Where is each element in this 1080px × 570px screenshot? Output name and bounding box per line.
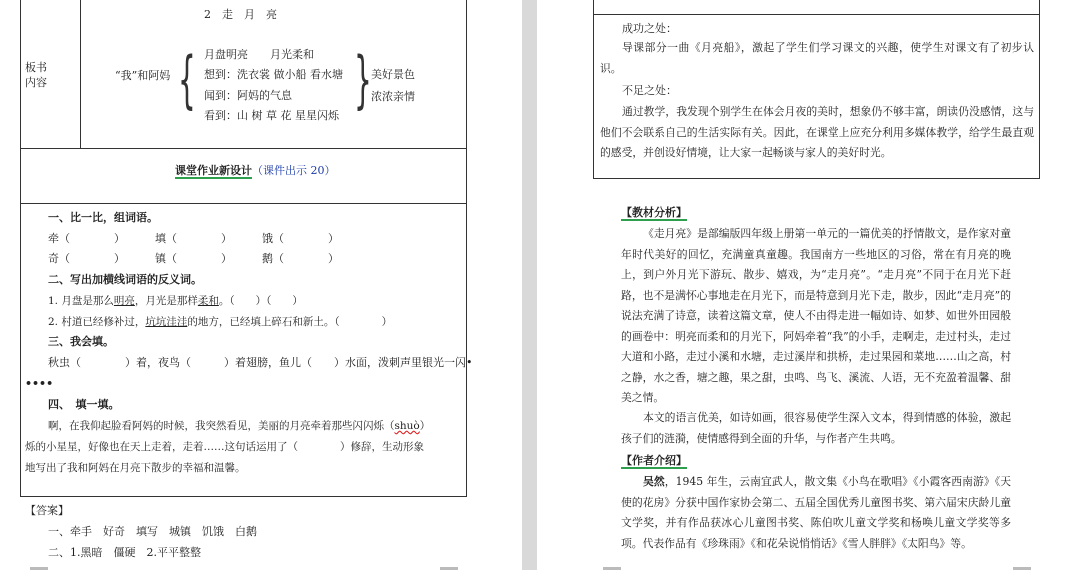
- q3-text: 秋虫（ ）着，夜鸟（ ）着翅膀，鱼儿（ ）水面，泼刺声里银光一闪•: [48, 356, 473, 369]
- q4-line-1: [48, 419, 430, 433]
- question-4-title: 四、 填一填。: [48, 398, 120, 411]
- answer-line: 一、牵手 好奇 填写 城镇 饥饿 白鹅: [48, 525, 257, 538]
- table-bottom-border: [593, 178, 1040, 179]
- question-1-title: 一、比一比，组词语。: [48, 211, 158, 224]
- lesson-title: 2 走 月 亮: [204, 8, 277, 21]
- author-paragraph: [621, 472, 1011, 554]
- table-border-left: [20, 0, 21, 496]
- right-brace-icon: }: [354, 43, 372, 116]
- q1-cell: 牵（ ）: [48, 232, 125, 245]
- table-border-left: [593, 0, 594, 178]
- board-right-text: 美好景色: [371, 68, 415, 81]
- q2-text: 。（ ）（ ）: [218, 295, 303, 307]
- success-text: 导课部分一曲《月亮船》，激起了学生们学习课文的兴趣，使学生对课文有了初步认识。: [600, 41, 1034, 75]
- board-left-text: “我”和阿妈: [115, 69, 171, 82]
- table-row-divider: [20, 496, 467, 497]
- homework-note: （课件出示 20）: [252, 164, 336, 177]
- q2-item-2: [48, 315, 392, 329]
- q4-line-3: 地写出了我和阿妈在月亮下散步的幸福和温馨。: [25, 462, 246, 474]
- homework-title: [175, 164, 336, 178]
- fail-title: 不足之处：: [622, 84, 677, 97]
- author-name: 吴然: [643, 475, 665, 488]
- board-label: 内容: [25, 76, 47, 89]
- board-line: 月盘明亮 月光柔和: [204, 48, 314, 61]
- fail-text: 通过教学，我发现个别学生在体会月夜的美时，想象仍不够丰富，朗读仍没感情，这与他们不会联系自己的生活实际有关。因此，在课堂上应充分利用多媒体教学，给学生最直观的感受，并创设好情境，让大家一起畅谈与家人的美好时光。: [600, 105, 1034, 159]
- q3-dots: ••••: [25, 377, 54, 390]
- left-document-page: [0, 0, 522, 570]
- board-right-text: 浓浓亲情: [371, 90, 415, 103]
- q4-line-2: 烁的小星星，好像也在天上走着，走着……这句话运用了（ ）修辞，生动形象: [25, 441, 424, 453]
- left-brace-icon: {: [178, 43, 196, 116]
- author-heading-text: 【作者介绍】: [621, 454, 687, 467]
- question-2-title: 二、写出加横线词语的反义词。: [48, 273, 202, 286]
- homework-title-text: 课堂作业新设计: [175, 164, 252, 177]
- answer-title: 【答案】: [25, 504, 69, 517]
- analysis-heading: [621, 206, 687, 220]
- q4-pinyin: shuò: [394, 420, 420, 432]
- author-text: ，1945 年生，云南宜武人，散文集《小鸟在歌唱》《小霞客西南游》《天使的花房》分获中国作家协会第二、五届全国优秀儿童图书奖、第六届宋庆龄儿童文学奖，并有作品获冰心儿童图书奖、陈伯吹儿童文学奖和杨唤儿童文学奖等多项。代表作品有《珍珠雨》《和花朵说悄悄话》《雪人胖胖》《太阳鸟》等。: [621, 475, 1012, 550]
- q2-text: ，月光是那样: [134, 295, 198, 307]
- author-heading: [621, 454, 687, 468]
- board-line: 看到：山 树 草 花 星星闪烁: [204, 109, 339, 122]
- table-border-right: [1039, 0, 1040, 178]
- board-line: 想到：洗衣裳 做小船 看水塘: [204, 68, 343, 81]
- q2-underlined-word: 坑坑洼洼: [145, 316, 188, 328]
- q1-cell: 鹅（ ）: [262, 252, 339, 265]
- q1-cell: 填（ ）: [155, 232, 232, 245]
- table-col-divider: [80, 0, 81, 148]
- q2-item-1: [48, 294, 303, 308]
- q2-text: 的地方，已经填上碎石和新土。（ ）: [187, 316, 393, 328]
- answer-line: 二、1.黑暗 僵硬 2.平平整整: [48, 546, 201, 559]
- question-3-title: 三、我会填。: [48, 335, 114, 348]
- board-line: 闻到：阿妈的气息: [204, 89, 292, 102]
- q1-cell: 饿（ ）: [262, 232, 339, 245]
- board-label: 板书: [25, 61, 47, 74]
- q4-text: 啊，在我仰起脸看阿妈的时候，我突然看见，美丽的月亮牵着那些闪闪烁（: [48, 420, 395, 432]
- q2-text: 2. 村道已经修补过，: [48, 316, 146, 328]
- page-gutter: [522, 0, 537, 570]
- analysis-paragraph-2: 本文的语言优美，如诗如画，很容易使学生深入文本，得到情感的体验，激起孩子们的涟漪，使情感得到全面的升华，与作者产生共鸣。: [621, 411, 1011, 445]
- q2-underlined-word: 柔和: [197, 295, 219, 307]
- table-border-right: [466, 0, 467, 496]
- table-top-border: [593, 14, 1040, 15]
- analysis-heading-text: 【教材分析】: [621, 206, 687, 219]
- q1-cell: 奇（ ）: [48, 252, 125, 265]
- right-document-page: [537, 0, 1080, 570]
- q4-text: ）: [419, 420, 431, 432]
- success-title: 成功之处：: [622, 22, 677, 35]
- table-row-divider: [20, 203, 467, 204]
- q2-text: 1. 月盘是那么: [48, 295, 114, 307]
- analysis-paragraph-1: 《走月亮》是部编版四年级上册第一单元的一篇优美的抒情散文，是作家对童年时代美好的回忆，充满童真童趣。我国南方一些地区的习俗，常在有月亮的晚上，到户外月光下游玩、散步、嬉戏，为“走月亮”。“走月亮”不同于在月光下赶路，也不是满怀心事地走在月光下，而是特意到月光下走，散步，因此“走月亮”的说法充满了诗意，读着这篇文章，使人不由得走进一幅如诗、如梦、如世外田园般的画卷中：明亮而柔和的月光下，阿妈牵着“我”的小手，走啊走，走过村头，走过大道和小路，走过小溪和水塘，走过溪岸和拱桥，走过果园和菜地……山之高，村之静，水之香，塘之趣，果之甜，虫鸣、鸟飞、溪流、人语，无不充盈着温馨、甜美之情。: [621, 227, 1011, 404]
- q1-cell: 镇（ ）: [155, 252, 232, 265]
- q2-underlined-word: 明亮: [113, 295, 135, 307]
- table-row-divider: [20, 148, 467, 149]
